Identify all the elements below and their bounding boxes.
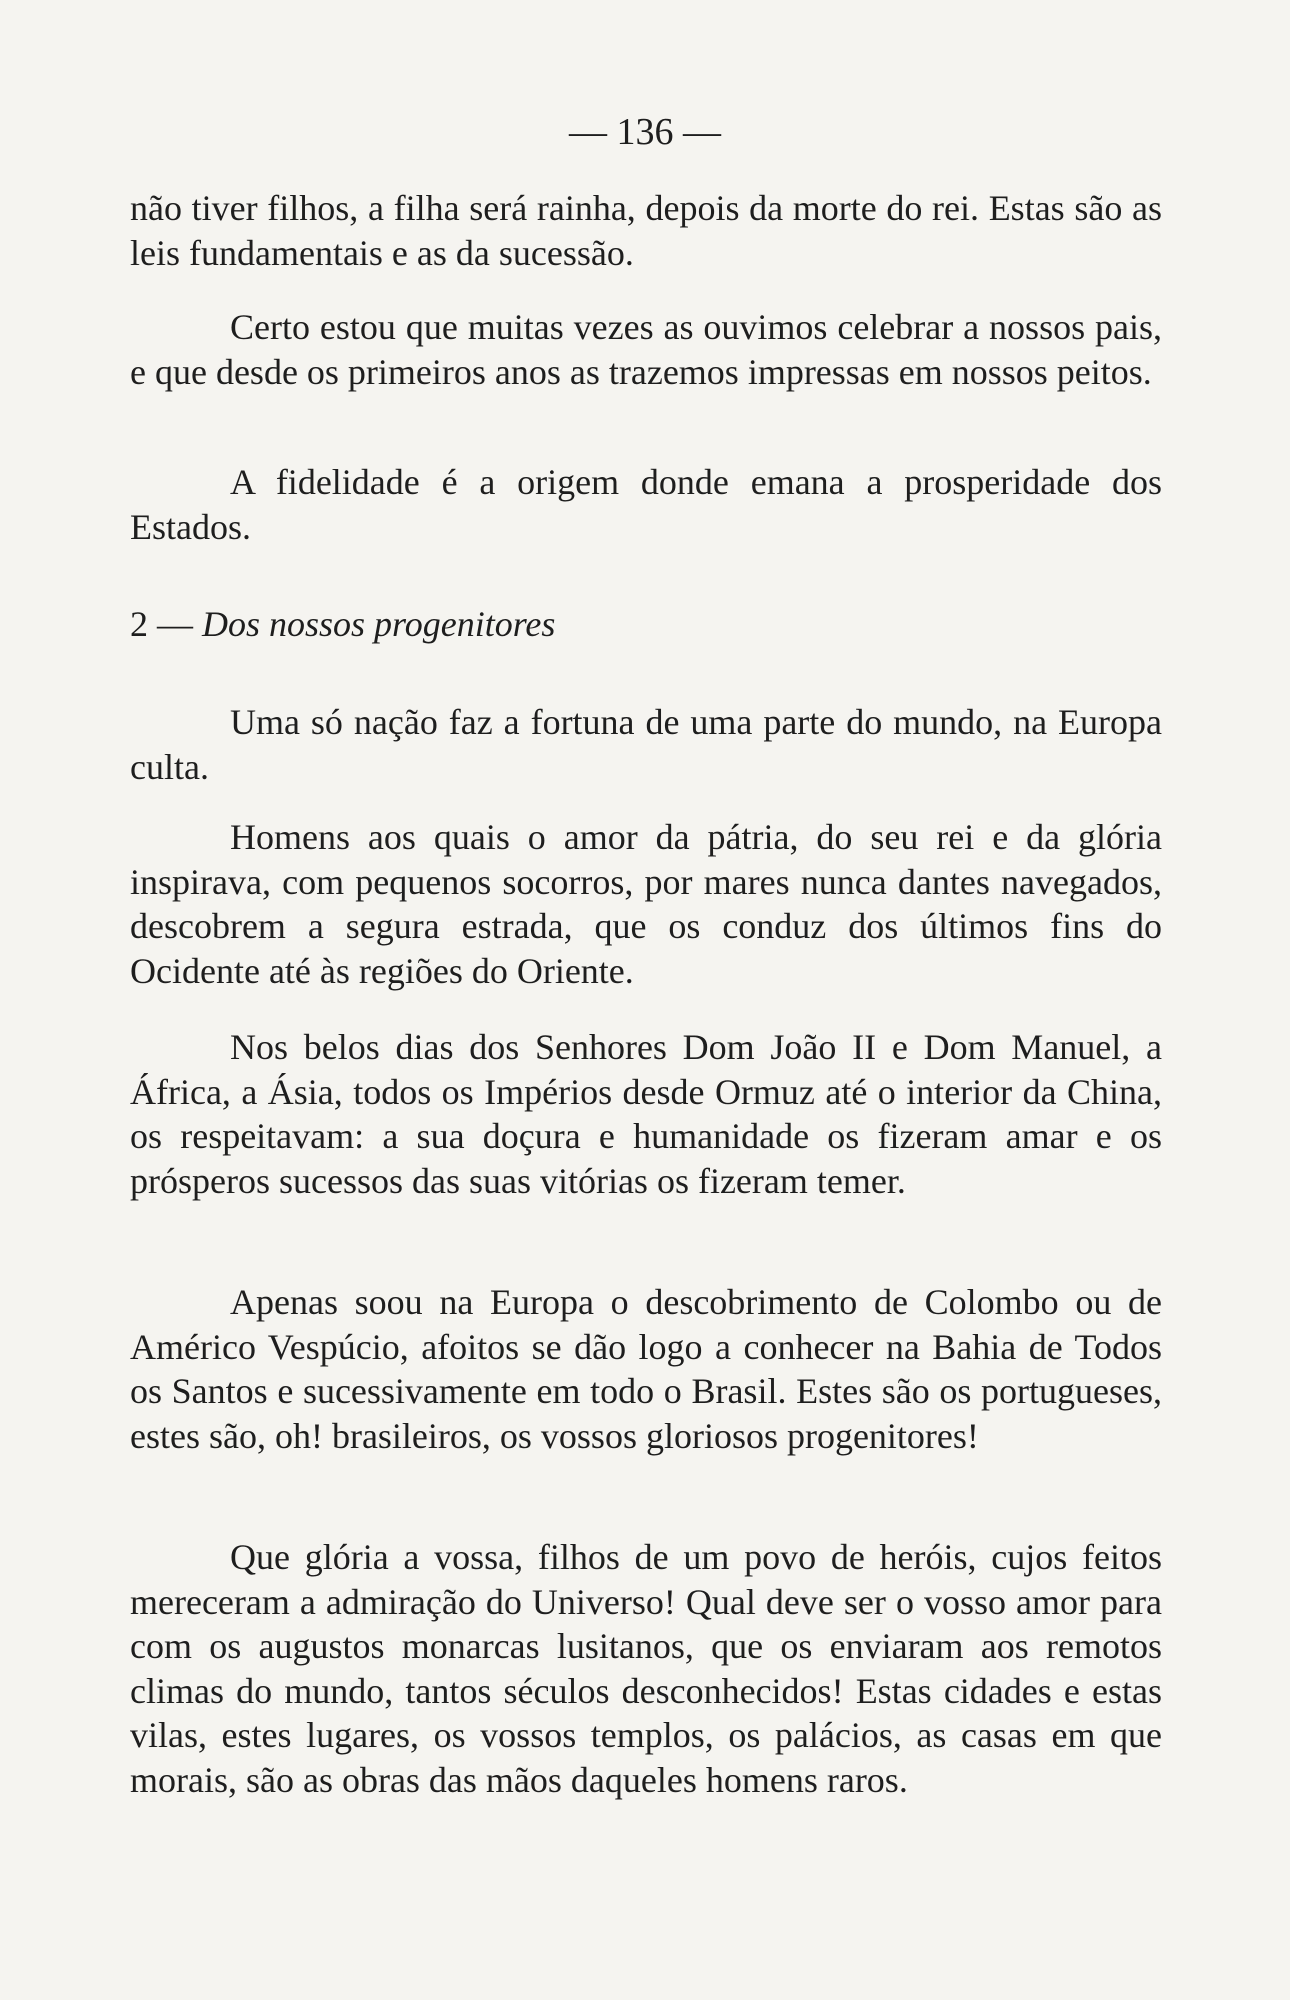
paragraph: Apenas soou na Europa o descobrimento de Colombo ou de Américo Vespúcio, afoitos se dão logo a conhecer na Bahia de Todos os Santos e sucessivamente em todo o Brasil. Estes são os portugueses, estes são, oh! brasileiros, os vossos gloriosos progenitores! — [130, 1282, 1162, 1456]
paragraph: Certo estou que muitas vezes as ouvimos celebrar a nossos pais, e que desde os primeiros anos as trazemos impressas em nossos peitos. — [130, 307, 1162, 392]
section-heading — [130, 603, 555, 645]
section-number: 2 — — [130, 604, 193, 644]
page-number: — 136 — — [569, 111, 721, 153]
paragraph: Uma só nação faz a fortuna de uma parte do mundo, na Europa culta. — [130, 702, 1162, 787]
paragraph-continuation: não tiver filhos, a filha será rainha, depois da morte do rei. Estas são as leis fundamentais e as da sucessão. — [130, 188, 1162, 273]
paragraph: Que glória a vossa, filhos de um povo de heróis, cujos feitos mereceram a admiração do Universo! Qual deve ser o vosso amor para com os augustos monarcas lusitanos, que os enviaram aos remotos climas do mundo, tantos séculos desconhecidos! Estas cidades e estas vilas, estes lugares, os vossos templos, os palácios, as casas em que morais, são as obras das mãos daqueles homens raros. — [130, 1537, 1162, 1800]
paragraph: A fidelidade é a origem donde emana a prosperidade dos Estados. — [130, 462, 1162, 547]
paragraph: Homens aos quais o amor da pátria, do seu rei e da glória inspirava, com pequenos socorros, por mares nunca dantes navegados, descobrem a segura estrada, que os conduz dos últimos fins do Ocidente até às regiões do Oriente. — [130, 817, 1162, 991]
section-title: Dos nossos progenitores — [202, 604, 556, 644]
paragraph: Nos belos dias dos Senhores Dom João II e Dom Manuel, a África, a Ásia, todos os Impérios desde Ormuz até o interior da China, os respeitavam: a sua doçura e humanidade os fizeram amar e os prósperos sucessos das suas vitórias os fizeram temer. — [130, 1027, 1162, 1201]
